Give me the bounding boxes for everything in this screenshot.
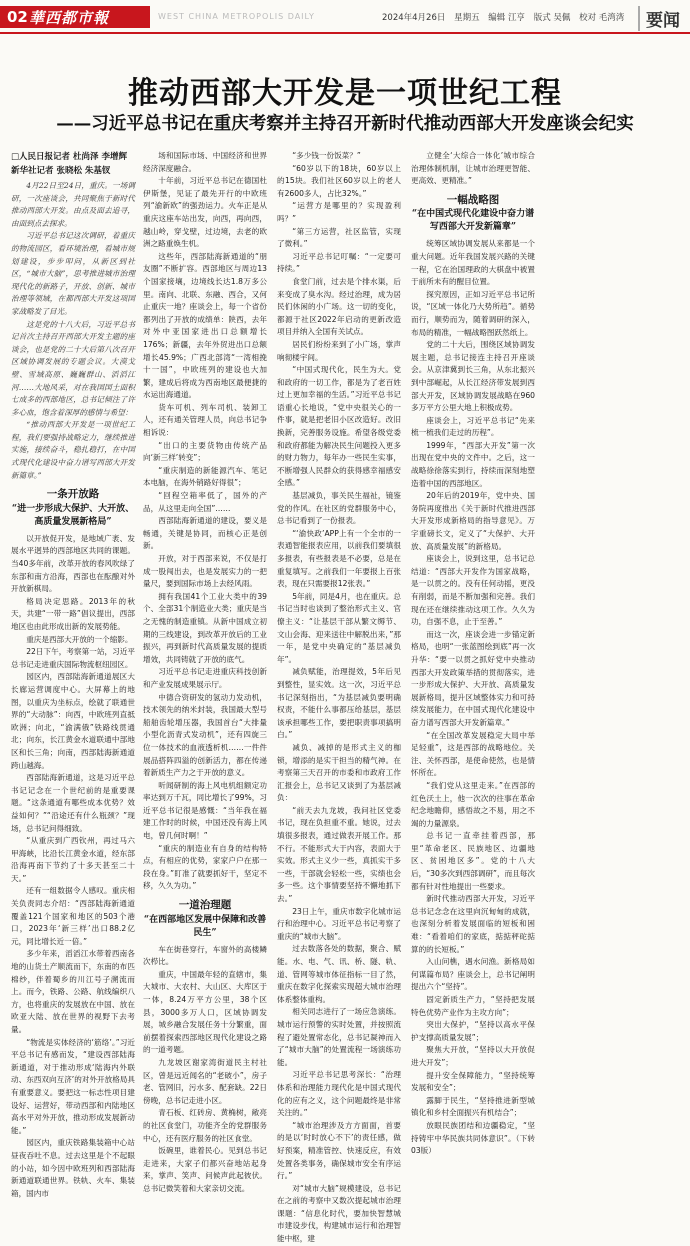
body-paragraph: 重庆，中国最年轻的直辖市，集大城市、大农村、大山区、大库区于一体，8.24万平方公里，38个区县，3000多万人口，区域协调发展，城乡融合发展任务十分繁重，面前摆着探索西部地区现代化建设之路的一道考题。	[143, 969, 267, 1055]
body-paragraph: 减负赋能，治理提效，5年后见到整性，显实效。这一次，习近平总书记深刻指出，“为基层减负要明确权责，不能什么事都压给基层，基层该承担哪些工作，要把职责事项搞明白。”	[277, 667, 401, 740]
body-paragraph: 食堂门前，过去是个排水渠，后来变成了臭水沟。经过治理，成为居民们休闲的小广场。这一切的变化，都源于社区2022年启动的更新改造项目并纳入全国有关试点。	[277, 276, 401, 337]
byline-people-daily: □人民日报记者 杜尚泽 李增辉	[11, 152, 127, 162]
body-paragraph: “在全国改革发展稳定大局中举足轻重”，这是西部的战略地位。关注、关怀西部，是使命使然，也是情怀所在。	[411, 730, 535, 778]
body-paragraph: “第三方运营，社区监管，实现了微利。”	[277, 226, 401, 249]
body-paragraph: 西部陆海新通道的建设，要义是畅通，关键是协同，而核心正是创新。	[143, 516, 267, 551]
body-paragraph: 青石板、红砖房、黄桷树，敞亮的社区食堂门，功能齐全的党群服务中心，还有医疗服务的社区食堂。	[143, 1108, 267, 1143]
body-paragraph: 居民们纷纷来到了小广场，掌声响彻楼宇间。	[277, 339, 401, 362]
section-heading: 一道治理题	[178, 899, 232, 912]
body-paragraph: “前天去九龙坡，我问社区党委书记，现在负担重不重。她说，过去填很多报表，通过做表开展工作。那不行。不能形式大于内容，表面大于实效。形式主义少一些，真抓实干多一些，干部就会轻松一些，实绩也会多一些。这个事情要坚持不懈地抓下去。”	[277, 805, 401, 904]
body-paragraph: 中德合资研发的氢动力发动机，技术领先的纳米封装，我国最大型号船舶齿轮增压器，我国首台“大排量小型化沥青式发动机”，还有四旋三位一体技术的血液透析机……一件件展品搭阵四溢的创新活力，都在传递着新质生产力之于开放的意义。	[143, 692, 267, 778]
body-paragraph: 减负、减掉的是形式主义的枷锁，增添的是实干担当的精气神。在考察第三天召开的市委和市政府工作汇报会上，总书记又谈到了为基层减负：	[277, 742, 401, 803]
body-paragraph: 听闻研制的海上风电机组额定功率达到万千瓦，同比增长了99%，习近平总书记很是感慨：“当年我在福建工作时的时候，中国还没有海上风电，曾几何时啊！”	[143, 780, 267, 841]
body-paragraph: “回程空箱率低了，国外的产品，从这里走向全国”……	[143, 491, 267, 513]
body-paragraph: “重庆的制造业有自身的结构特点，有相应的优势，家家户户在那一段在身。”盯准了就要抓好干，坚定不移，久久为功。”	[143, 843, 267, 891]
body-paragraph: “重庆制造的新能源汽车、笔记本电脑，在海外销路好得很”；	[143, 465, 267, 488]
section-heading: 一条开放路	[46, 488, 100, 501]
issue-date: 2024年4月26日	[382, 13, 446, 23]
body-paragraph: 园区内，西部陆海新通道展区大长廊运营调度中心。大屏幕上的地图，以重庆为坐标点，绘就了联通世界的“大动脉”：向西，中欧班列直抵欧洲；向北，“渝满俄”铁路线贯通北；向东，长江黄金水道联通中部地区和长三角；向南，西部陆海新通道跨山越海。	[11, 672, 135, 770]
body-paragraph: 多少年来，滔滔江水带着西南各地的山货土产顺流而下，东南的布匹棉纱，伴着蜀乡的川江号子溯流而上。而今，铁路、公路、航线编织八方，也将重庆的发展放在中国、放在欧亚大陆、放在世界的视野下去考量。	[11, 949, 135, 1034]
body-paragraph: 5年前，同是4月，也在重庆。总书记当时也谈到了整治形式主义、官僚主义：“让基层干部从繁文缛节、文山会海、迎来送往中解脱出来，”那一年，是党中央确定的“基层减负年”。	[277, 591, 401, 664]
body-paragraph: 开放，对于西部来说，不仅是打成一股闯出去，也是发展实力的一把量尺，要到国际市场上去经风雨。	[143, 554, 267, 589]
body-paragraph: 提升安全保障能力，“坚持统筹发展和安全”；	[411, 1070, 535, 1093]
body-paragraph: 拥有我国41个工业大类中的39个、全部31个制造业大类；重庆是当之无愧的制造重镇。从新中国成立初期的三线建设，到改革开放后的工业振兴，再到新时代高质量发展的提质增效，共同铸就了开放的底气。	[143, 591, 267, 664]
byline-xinhua: 新华社记者 张晓松 朱基钗	[11, 166, 111, 176]
body-paragraph: 放眼民族团结和边疆稳定，“坚持铸牢中华民族共同体意识”。（下转03版）	[411, 1120, 535, 1156]
body-paragraph: 场和国际市场、中国经济和世界经济深度融合。	[143, 151, 267, 173]
article-column-4	[411, 150, 535, 1156]
body-paragraph: 过去数落各处的数据，聚合、赋能。水、电、气、讯、桥、隧、轨、道、管网等城市体征指标一目了然，重庆在数字化探索实现超大城市治理体系整体重构。	[277, 944, 401, 1004]
body-paragraph: 货车可机、列车司机、装卸工人，还有通关管理人员，向总书记争相诉说：	[143, 402, 267, 438]
editor-credit: 编辑 江亨	[488, 13, 525, 23]
body-paragraph: 党的二十大后，围绕区域协调发展主题，总书记接连主持召开座谈会。从京津冀到长三角，从东北振兴到中部崛起，从长江经济带发展到西部大开发，区域协调发展战略在960多万平方公里大地上积极成势。	[411, 340, 535, 413]
lead-paragraph: “推动西部大开发是一项世纪工程，我们要强持战略定力，继续推进实施，接续奋斗，稳扎稳打，在中国式现代化建设中奋力谱写西部大开发新篇章。”	[11, 420, 135, 480]
body-paragraph: 总书记一直牵挂着西部，那里“革命老区、民族地区、边疆地区、贫困地区多”。党的十八大后，“30多次到西部调研”，而且每次都有针对性地提出一些要求。	[411, 831, 535, 891]
body-paragraph: 还有一组数据令人感叹。重庆相关负责同志介绍：“西部陆海新通道覆盖121个国家和地区的503个港口，2023年‘新三样’出口88.2亿元，同比增长近一倍。”	[11, 886, 135, 946]
body-paragraph: 格局决定思路。2013年的秋天，共建“一带一路”倡议提出，西部地区也由此形成出新的发展势能。	[11, 596, 135, 631]
section-heading: 一幅战略图	[446, 193, 500, 206]
body-paragraph: 重庆是西部大开放的一个缩影。	[26, 634, 133, 644]
body-paragraph: 20年后的2019年，党中央、国务院再度推出《关于新时代推进西部大开发形成新格局的指导意见》。万字重磅长文，定义了“大保护、大开放、高质量发展”的新格局。	[411, 491, 535, 551]
body-paragraph: 1999年，“西部大开发”第一次出现在党中央的文件中。之后，这一战略徐徐落实到行，持续而深刻地塑造着中国的西部地区。	[411, 440, 535, 488]
body-paragraph: 基层减负，事关民生福祉，镜鉴党的作风。在社区的党群服务中心，总书记看到了一份报表。	[277, 491, 401, 526]
article-byline	[11, 150, 161, 178]
issue-weekday: 星期五	[454, 13, 480, 23]
body-paragraph: 习近平总书记思考深长：“治理体系和治理能力现代化是中国式现代化的应有之义，这个问题最终是非常关注的。”	[277, 1070, 401, 1118]
body-paragraph: “出口的主要货物由传统产品向‘新三样’转变”；	[143, 440, 267, 463]
body-paragraph: 统筹区域协调发展从来都是一个重大问题。近年我国发展兴路的关键一程，它在治国理政的大棋盘中被置于前所未有的醒目位置。	[411, 239, 535, 287]
body-paragraph: “多少钱一份饭菜？”	[292, 151, 361, 160]
body-paragraph: “物流是实体经济的‘筋络’。”习近平总书记有感而发，“建设西部陆海新通道，对于推动形成‘陆海内外联动、东西双向互济’的对外开放格局具有重要意义。要把这一标志性项目建设好、运营好，带动西部和内陆地区高水平对外开放，推动形成发展新动能。”	[11, 1037, 135, 1135]
body-paragraph: 固定新质生产力，“坚持把发展特色优势产业作为主攻方向”；	[411, 995, 535, 1017]
body-paragraph: “运营方是哪里的？实现盈利吗？”	[277, 201, 401, 223]
article-column-3	[277, 150, 401, 1244]
body-paragraph: 相关同志进行了一场应急演练。城市运行预警的实时处置，并按照流程了避处置常态化，总书记凝神而入了“城市大脑”的处置流程一场演练功能。	[277, 1007, 401, 1067]
body-paragraph: 聚焦大开放，“坚持以大开放促进大开发”；	[411, 1045, 535, 1067]
article-subheadline: ——习近平总书记在重庆考察并主持召开新时代推动西部大开发座谈会纪实	[56, 114, 634, 134]
section-subheading: “在中国式现代化建设中奋力谱写西部大开发新篇章”	[411, 209, 535, 233]
masthead	[0, 0, 690, 44]
body-paragraph: 园区内，重庆铁路集装箱中心站昼夜吞吐不息。过去这里是个不起眼的小站，如今因中欧班列和西部陆海新通道联通世界。铁轨、火车、集装箱，国内市	[11, 1138, 135, 1198]
article-headline: 推动西部大开发是一项世纪工程	[128, 76, 562, 111]
body-paragraph: “60岁以下的18块，60岁以上的15块。我们社区60岁以上的老人有2600多人，占比32%。”	[277, 163, 401, 198]
lead-paragraph: 这是党的十八大后，习近平总书记首次主持召开西部大开发主题的座谈会，也是党的二十大后第八次召开区域协调发展的专题会议。大漠戈壁、雪域高原、巍巍群山、滔滔江河……大地风采，对在我国国土面积七成多的西部地区，总书记倾注了许多心血，饱含着深厚的感情与希望：	[11, 319, 135, 417]
body-paragraph: “城市治理涉及方方面面，首要的是以‘时时放心不下’的责任感，做好预案，精准管控、快速反应，有效处置各类事务，确保城市安全有序运行。”	[277, 1120, 401, 1181]
lead-paragraph: 习近平总书记这次调研，着重庆的物流园区，看环境治理，看城市规划建设，步步叩问，从新区到社区，“城市大脑”，思考推进城市治理现代化的新路子，开放、创新、城市治理等领域，在都西部大开发这项国家战略发了目光。	[11, 231, 135, 316]
body-paragraph: 十年前，习近平总书记在德国杜伊斯堡，见证了最先开行的中欧班列“渝新欧”的强劲运力。火车正是从重庆这座车站出发，向西，再向西，越山岭，穿戈壁，过边境，去老的欧洲之路重焕生机。	[143, 176, 267, 249]
body-paragraph: 座谈会上，习近平总书记“先来梳一梳我们走过的历程”。	[411, 415, 535, 438]
body-paragraph: 九龙坡区谢家湾街道民主村社区，曾是远近闻名的“老破小”，房子老、管网旧，污水多、配套缺。22日傍晚，总书记走进小区。	[143, 1057, 267, 1105]
page-number: 02	[7, 8, 28, 26]
body-paragraph: 习近平总书记走进重庆科技创新和产业发展成果展示厅。	[143, 667, 267, 689]
body-paragraph: 23日上午，重庆市数字化城市运行和治理中心。习近平总书记考察了重庆的“城市大脑”。	[277, 906, 401, 941]
section-subheading: “进一步形成大保护、大开放、高质量发展新格局”	[11, 503, 135, 527]
design-credit: 版式 吴佩	[533, 13, 571, 23]
masthead-bar	[0, 6, 150, 28]
body-paragraph: 西部陆海新通道，这是习近平总书记记念在一个世纪前的是重要课题。“这条通道有哪些成本优势？效益如何？”“沿途还有什么瓶颈？”现场，总书记问得细致。	[11, 773, 135, 833]
body-paragraph: 突出大保护，“坚持以高水平保护支撑高质量发展”；	[411, 1020, 535, 1042]
body-paragraph: 对“城市大脑”规模建设，总书记在之前的考察中又数次提起城市治理课题：“信息化时代，要加快智慧城市建设步伐，构建城市运行和治理智能中枢，建	[277, 1183, 401, 1244]
article-column-1	[11, 180, 135, 1198]
article-column-2	[143, 150, 267, 1193]
newspaper-english-name: WEST CHINA METROPOLIS DAILY	[158, 12, 315, 21]
body-paragraph: 这些年，西部陆海新通道的“朋友圈”不断扩容。西部地区与周边13个国家接壤，边境线长达1.8万多公里。南向、北联、东融、西合，又何止重庆一地？座谈会上，每一个省份都列出了开放的成绩单：陕西，去年对外中亚国家进出口总额增长176%；新疆，去年外贸进出口总额增长45.9%；广西北部湾“一湾相挽十一国”，中欧班列的建设也大加繁，建成后将成为西南地区最便捷的水运出海通道。	[143, 251, 267, 400]
body-paragraph: 22日下午，考察第一站，习近平总书记走进重庆国际物流枢纽园区。	[11, 647, 135, 669]
body-paragraph: 探究原因，正如习近平总书记所说，“区域一体化乃大势所趋”。循势而行，顺势而为，随着调研的深入，布局的精准，一幅战略图跃然纸上。	[411, 289, 535, 337]
body-paragraph: 习近平总书记叮嘱：“一定要可持续。”	[277, 251, 401, 274]
body-paragraph: 车在街巷穿行，车窗外的高楼鳞次栉比。	[143, 944, 267, 967]
section-subheading: “在西部地区发展中保障和改善民生”	[143, 914, 267, 938]
body-paragraph: 饭碗里，谁着民心。见到总书记走进来，大家子们都兴奋地站起身来，掌声、笑声、问候声此起彼伏。总书记微笑着和大家亲切交流。	[143, 1146, 267, 1193]
body-paragraph: “从重庆到广西钦州，再过马六甲海峡，比沿长江黄金水道，经东部沿海再南下节约了十多天甚至二十天。”	[11, 836, 135, 883]
masthead-info	[382, 11, 630, 23]
section-name: 要闻	[638, 6, 680, 31]
body-paragraph: 座谈会上，说到这里，总书记总结道：“西部大开发作为国家战略，是一以贯之的。没有任何动摇，更没有削弱，而是不断加强和完善。我们现在还在继续推动这项工作。久久为功，自强不息，止于至善。”	[411, 554, 535, 627]
body-paragraph: 新时代推动西部大开发，习近平总书记念念在这里向沉甸甸的成就，也深刻分析着发展面临的短板和困难：“看着咱们的家底，掂掂秤砣掂算的的长短板。”	[411, 894, 535, 954]
proof-credit: 校对 毛湾湾	[579, 13, 625, 23]
body-paragraph: 而这一次，座谈会进一步锚定新格局，也明“一张蓝图绘到底”再一次升华：“要一以贯之抓好党中央推动西部大开发政策举措的贯彻落实，进一步形成大保护、大开放、高质量发展新格局，提升区域整体实力和可持续发展能力，在中国式现代化建设中奋力谱写西部大开发新篇章。”	[411, 629, 535, 727]
newspaper-logo: 華西都市報	[29, 8, 110, 27]
body-paragraph: “‘渝快政’APP上有一个全市的一表通智能报表应用，以前我们要填很多报表，有些报表是不必要，总是在重复填写。之前我们一年要报上百张表，现在只需要报12张表。”	[277, 528, 401, 589]
body-paragraph: 立健全‘大综合一体化’城市综合治理体制机制，让城市治理更智能、更高效、更精准。”	[411, 151, 535, 186]
body-paragraph: 以开放促开发，是地域广袤、发展水平迥异的西部地区共同的课题。当40多年前，改革开放的春风吹绿了东部和南方沿海，西部也在酝酿对外开放新棋局。	[11, 533, 135, 594]
lead-paragraph: 4月22日至24日，重庆。一场调研，一次座谈会，共同聚焦于新时代推动西部大开发。由点及面去追寻，由面到点去探求。	[11, 181, 135, 228]
body-paragraph: “我们党从这里走来。”在西部的红色沃土上，他一次次的往事在革命纪念地瞻仰，感悟故之不易，用之不竭的力量源泉。	[411, 780, 535, 828]
body-paragraph: 入山问樵，遇水问渔。新格局如何谋篇布局？座谈会上，总书记阐明提出六个“坚持”。	[411, 957, 535, 992]
masthead-rule	[0, 32, 690, 34]
body-paragraph: 露脚于民生，“坚持推进新型城镇化和乡村全面振兴有机结合”；	[411, 1095, 535, 1118]
body-paragraph: “中国式现代化，民生为大。党和政府的一切工作，都是为了老百姓过上更加幸福的生活。”习近平总书记语重心长地说，“党中央很关心的一件事，就是把老旧小区改造好。改旧换新，完善服务设施。希望各级党委和政府都能为解决民生问题投入更多的财力物力，每年办一些民生实事，不断增强人民群众的获得感幸福感安全感。”	[277, 365, 401, 488]
